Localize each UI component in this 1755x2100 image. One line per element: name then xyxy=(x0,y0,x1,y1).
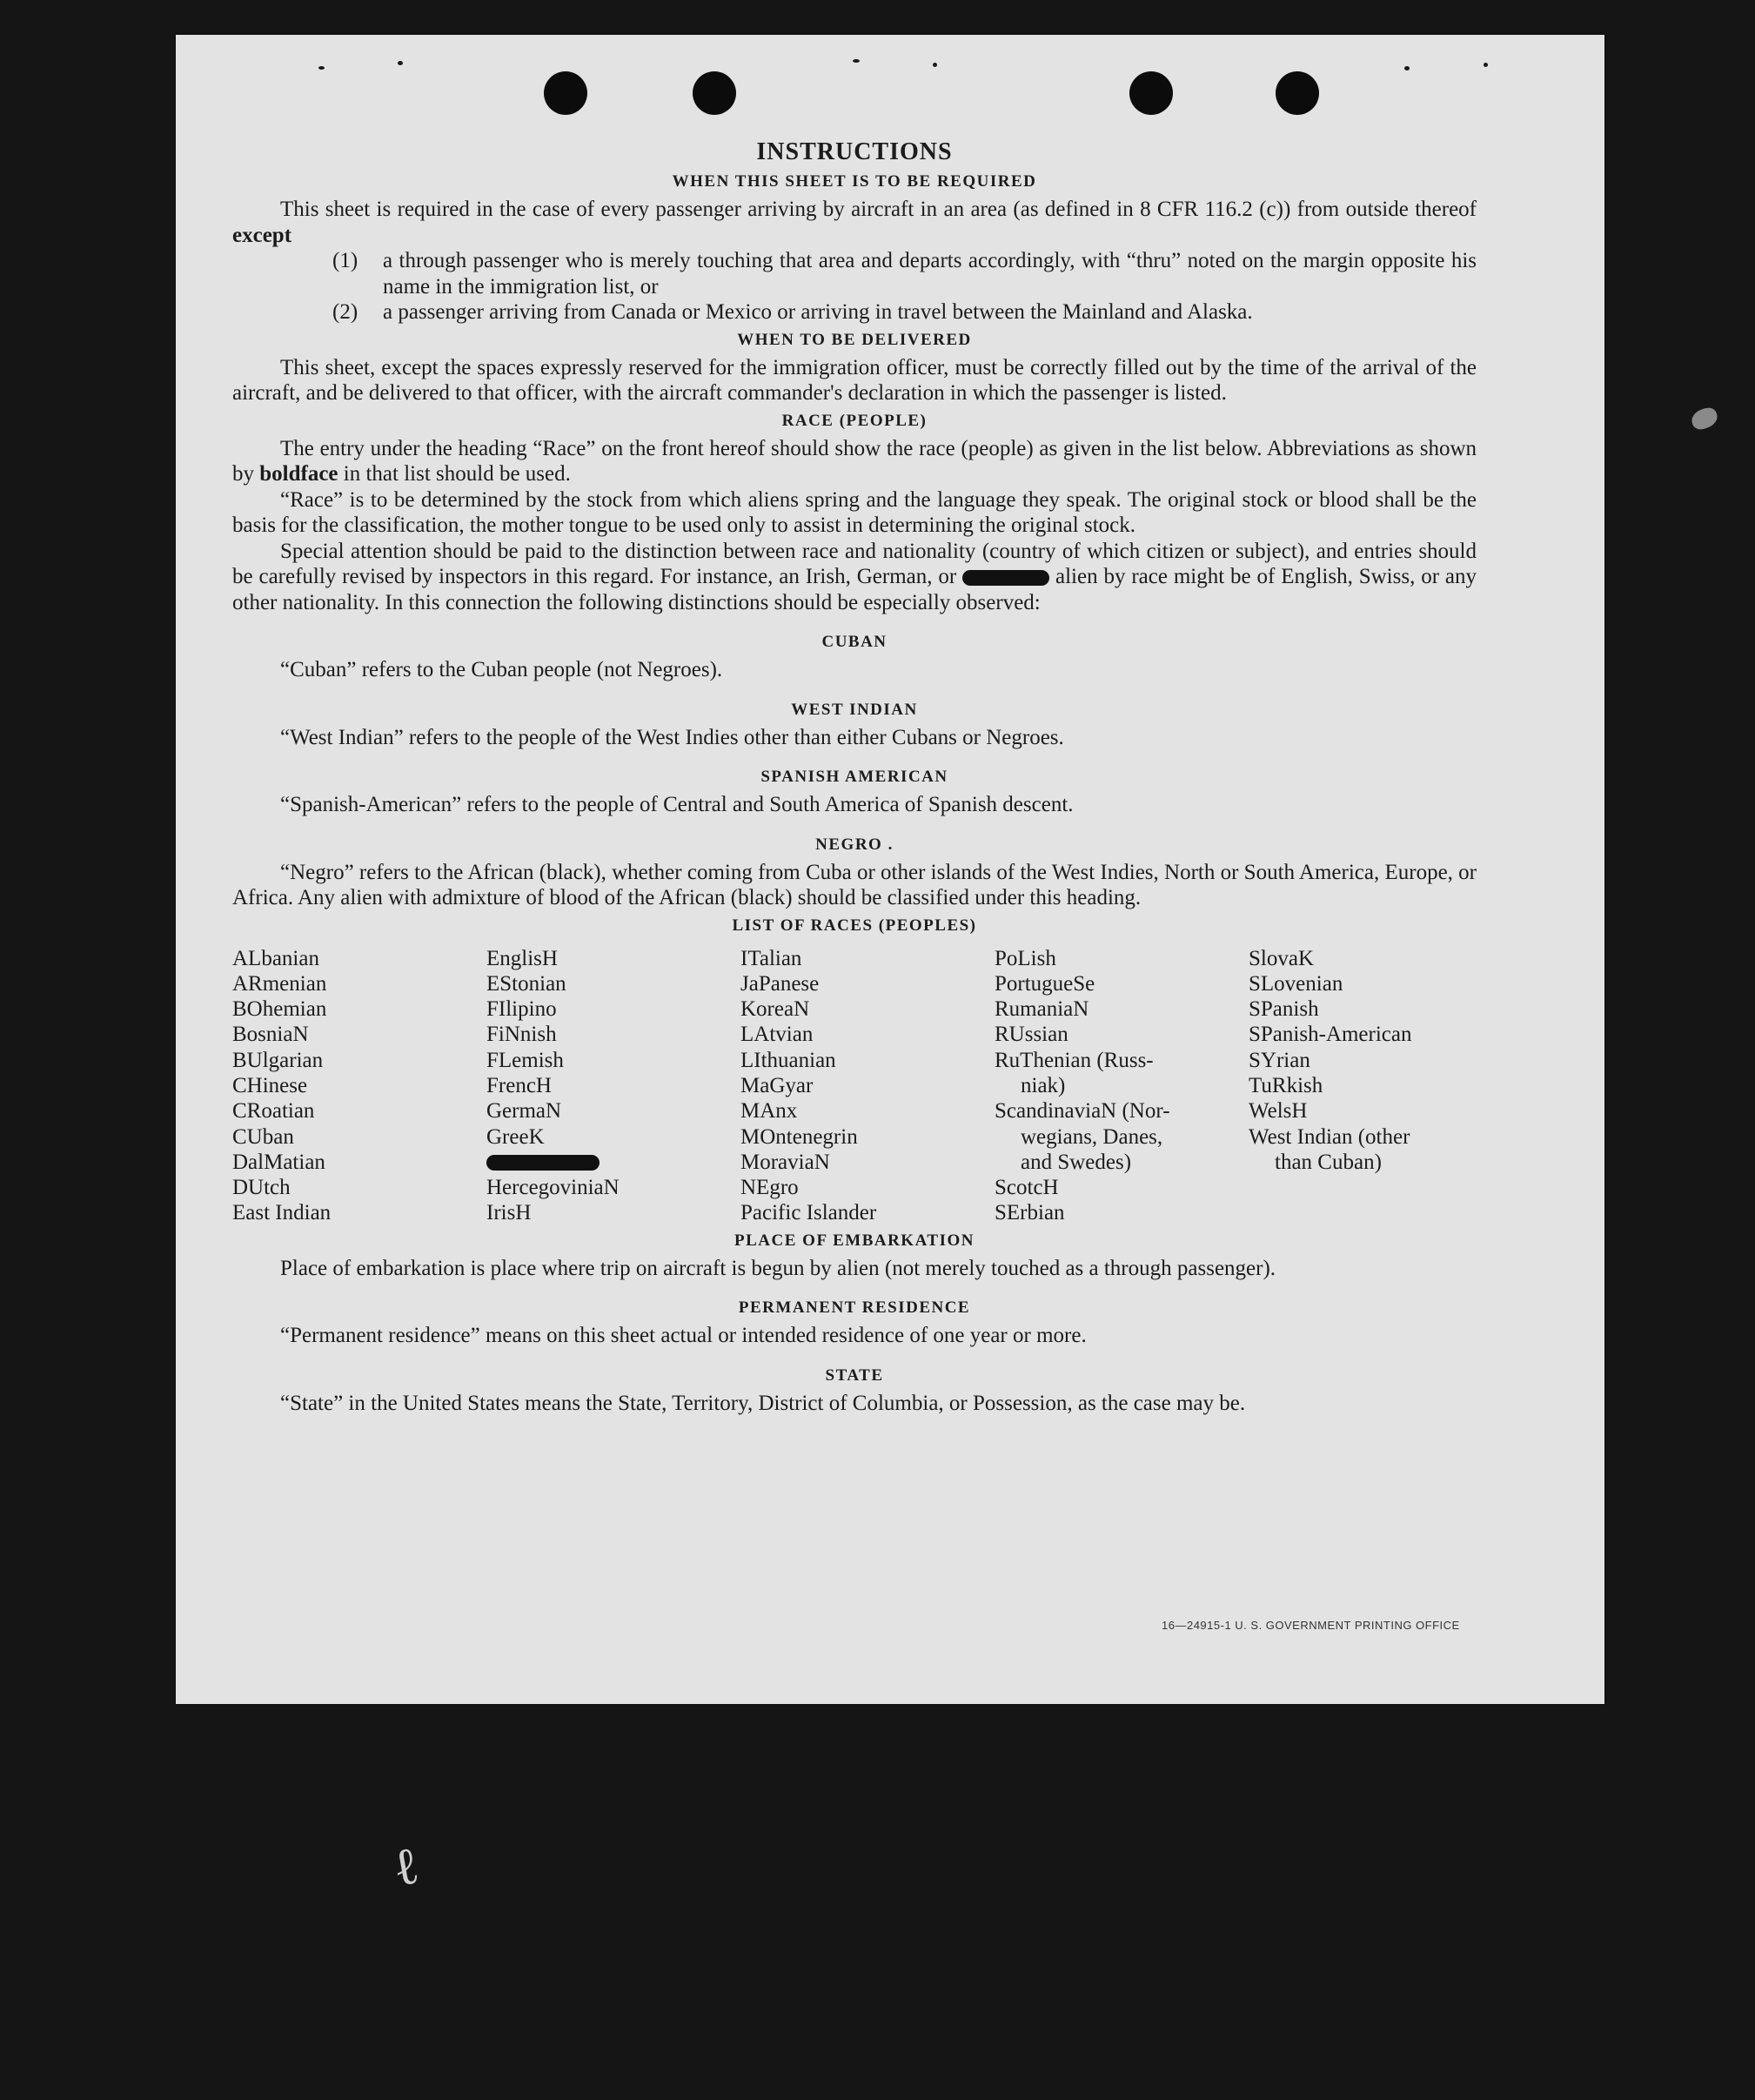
race-item: LIthuanian xyxy=(740,1048,836,1072)
race-item: SYrian xyxy=(1249,1048,1310,1072)
race-item: CHinese xyxy=(232,1073,308,1097)
races-list xyxy=(232,946,1477,1226)
race-item: ScandinaviaN (Nor- xyxy=(995,1099,1170,1124)
race-item: FIlipino xyxy=(486,997,557,1022)
section-text: This sheet, except the spaces expressly reserved for the immigration officer, must be correctly filled out by the time of the arrival of the aircraft, and be delivered to that officer, with the aircraft commander's declaration in which the passenger is listed. xyxy=(232,355,1477,405)
printer-imprint: 16—24915-1 U. S. GOVERNMENT PRINTING OFFICE xyxy=(1162,1619,1460,1632)
document-sheet xyxy=(176,35,1604,1704)
punch-hole xyxy=(1129,71,1173,115)
item-text: a passenger arriving from Canada or Mexico or arriving in travel between the Mainland and Alaska. xyxy=(383,300,1253,324)
punch-hole xyxy=(693,71,736,115)
race-item: West Indian (other xyxy=(1249,1124,1410,1149)
section-heading: SPANISH AMERICAN xyxy=(760,768,948,786)
speck xyxy=(398,61,403,65)
section-heading: CUBAN xyxy=(821,633,888,651)
race-item: JaPanese xyxy=(740,971,820,996)
races-column xyxy=(995,946,1249,1226)
race-item: MoraviaN xyxy=(740,1150,830,1174)
section-text: “Permanent residence” means on this sheet actual or intended residence of one year or more. xyxy=(280,1324,1087,1348)
section-heading: PERMANENT RESIDENCE xyxy=(738,1298,971,1318)
section-heading: NEGRO . xyxy=(815,835,894,854)
race-item-continuation: and Swedes) xyxy=(1021,1150,1132,1174)
section-text: “Negro” refers to the African (black), whether coming from Cuba or other islands of the West Indies, North or South America, Europe, or Africa. Any alien with admixture of blood of the African (black) should be classified under this heading. xyxy=(232,860,1477,909)
section-heading: WEST INDIAN xyxy=(791,700,918,719)
race-item: SPanish-American xyxy=(1249,1023,1412,1047)
section-heading: STATE xyxy=(825,1365,884,1385)
race-item-continuation: than Cuban) xyxy=(1275,1150,1382,1174)
section-heading: WHEN THIS SHEET IS TO BE REQUIRED xyxy=(672,172,1037,191)
race-item: FrencH xyxy=(486,1073,552,1097)
race-item-continuation: wegians, Danes, xyxy=(1021,1124,1163,1149)
item-number: (2) xyxy=(332,300,358,324)
race-item: SErbian xyxy=(995,1201,1065,1225)
race-item: CUban xyxy=(232,1124,294,1149)
race-item: FLemish xyxy=(486,1048,564,1072)
races-column xyxy=(486,946,740,1226)
speck xyxy=(1404,66,1410,70)
section-heading: PLACE OF EMBARKATION xyxy=(734,1231,975,1250)
punch-hole xyxy=(1276,71,1319,115)
section-text: Place of embarkation is place where trip on aircraft is begun by alien (not merely touched as a through passenger). xyxy=(280,1256,1276,1280)
race-item: NEgro xyxy=(740,1176,799,1200)
list-heading: LIST OF RACES (PEOPLES) xyxy=(732,916,977,935)
race-item: RUssian xyxy=(995,1023,1068,1047)
section-text: “Cuban” refers to the Cuban people (not Negroes). xyxy=(280,658,723,681)
race-item: EnglisH xyxy=(486,946,558,970)
race-item: IrisH xyxy=(486,1201,532,1225)
race-item: EStonian xyxy=(486,971,566,996)
race-item: GreeK xyxy=(486,1124,545,1149)
item-number: (1) xyxy=(332,249,358,272)
race-item: ALbanian xyxy=(232,946,319,970)
race-item: DalMatian xyxy=(232,1150,325,1174)
section-text: This sheet is required in the case of every passenger arriving by aircraft in an area (as defined in 8 CFR 116.2 (c)) from outside thereof except xyxy=(232,198,1477,247)
race-item: SLovenian xyxy=(1249,971,1343,996)
race-item: RuThenian (Russ- xyxy=(995,1048,1154,1072)
race-item: TuRkish xyxy=(1249,1073,1323,1097)
race-item: PoLish xyxy=(995,946,1056,970)
race-item: KoreaN xyxy=(740,997,810,1022)
race-item: MAnx xyxy=(740,1099,798,1124)
section-heading: WHEN TO BE DELIVERED xyxy=(737,330,972,349)
race-item: RumaniaN xyxy=(995,997,1089,1022)
punch-hole xyxy=(544,71,587,115)
race-item: MOntenegrin xyxy=(740,1124,858,1149)
item-text: a through passenger who is merely touching that area and departs accordingly, with “thru” noted on the margin opposite his name in the immigration list, or xyxy=(383,249,1477,299)
race-item: ITalian xyxy=(740,946,802,970)
race-item: ScotcH xyxy=(995,1176,1059,1200)
instructions-content xyxy=(232,138,1477,1416)
ink-blot xyxy=(1689,406,1720,433)
list-item xyxy=(332,299,1477,325)
race-item: DUtch xyxy=(232,1176,291,1200)
races-column xyxy=(232,946,486,1226)
races-column xyxy=(740,946,995,1226)
races-column xyxy=(1249,946,1477,1226)
redaction-mark xyxy=(962,570,1049,586)
section-text: The entry under the heading “Race” on the front hereof should show the race (people) as given in the list below. Abbreviations as shown by boldface in that list should be used. xyxy=(232,436,1477,486)
race-item: Pacific Islander xyxy=(740,1201,877,1225)
redacted-race-item xyxy=(486,1150,740,1175)
speck xyxy=(933,63,937,67)
section-heading: RACE (PEOPLE) xyxy=(781,411,928,430)
race-item: HercegoviniaN xyxy=(486,1176,620,1200)
race-item: FiNnish xyxy=(486,1023,557,1047)
race-item: BOhemian xyxy=(232,997,327,1022)
speck xyxy=(318,66,325,70)
race-item: GermaN xyxy=(486,1099,562,1124)
race-item-continuation: niak) xyxy=(1021,1073,1066,1097)
race-item: LAtvian xyxy=(740,1023,814,1047)
section-text: “State” in the United States means the State, Territory, District of Columbia, or Possession, as the case may be. xyxy=(280,1391,1246,1415)
section-text: “Spanish-American” refers to the people of Central and South America of Spanish descent. xyxy=(280,793,1074,816)
section-text: “West Indian” refers to the people of the West Indies other than either Cubans or Negroes. xyxy=(280,725,1064,749)
race-item: WelsH xyxy=(1249,1099,1308,1124)
page-title: INSTRUCTIONS xyxy=(756,138,953,165)
section-text: “Race” is to be determined by the stock from which aliens spring and the language they speak. The original stock or blood shall be the basis for the classification, the mother tongue to be used only to assist in determining the original stock. xyxy=(232,487,1477,537)
race-item: BUlgarian xyxy=(232,1048,324,1072)
race-item: CRoatian xyxy=(232,1099,315,1124)
race-item: BosniaN xyxy=(232,1023,309,1047)
race-item: PortugueSe xyxy=(995,971,1095,996)
section-text: Special attention should be paid to the distinction between race and nationality (country of which citizen or subject), and entries should be carefully revised by inspectors in this regard. For instance, an Irish, German, or alien by race might be of English, Swiss, or any other nationality. In this connection the following distinctions should be especially observed: xyxy=(232,539,1477,614)
speck xyxy=(853,59,860,63)
speck xyxy=(1484,63,1488,67)
race-item: SPanish xyxy=(1249,997,1319,1022)
race-item: ARmenian xyxy=(232,971,327,996)
race-item: MaGyar xyxy=(740,1073,814,1097)
race-item: SlovaK xyxy=(1249,946,1314,970)
pencil-mark: ℓ xyxy=(388,1835,424,1899)
race-item: East Indian xyxy=(232,1201,332,1225)
list-item xyxy=(332,248,1477,299)
